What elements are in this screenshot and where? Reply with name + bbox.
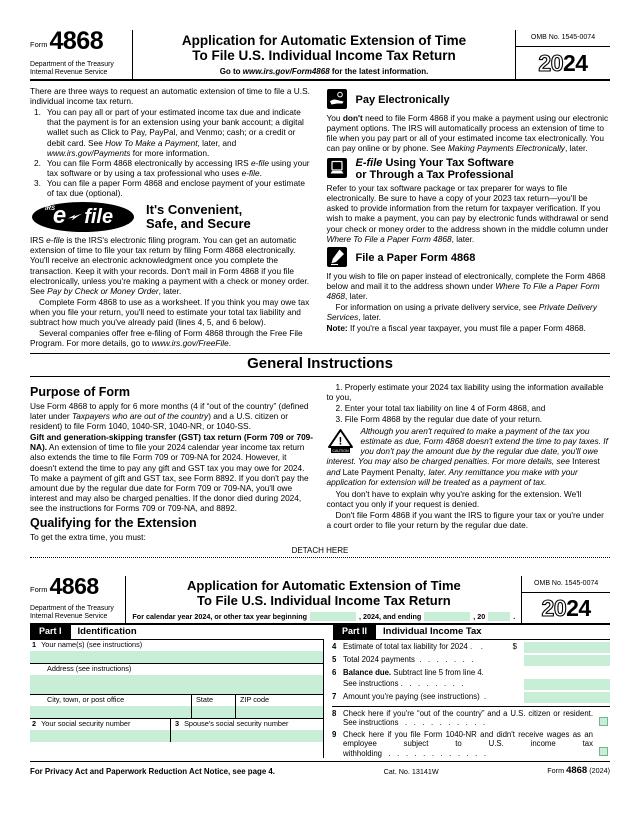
- part2-bar: [333, 625, 610, 640]
- efile-software-body: Refer to your tax software package or tax preparer for ways to file electronically. Be sure to have a copy of your 2023 tax return—you'll be asked to provide information from the return for taxpayer verification. If you wish to make a payment, you can pay by electronic funds withdrawal or send your check or money order to the address shown in the middle column under Where To File a Paper Form 4868, later.: [326, 183, 609, 244]
- efile-software-title-line1: E-file Using Your Tax Software: [355, 156, 514, 169]
- form-title-line2: To File U.S. Individual Income Tax Return: [196, 592, 451, 608]
- footer-form-year: (2024): [589, 766, 610, 776]
- calendar-mid1-text: , 2024, and ending: [358, 611, 422, 621]
- your-ssn-column: [30, 719, 170, 742]
- tax-year-ending-year-input[interactable]: [488, 612, 510, 621]
- form-header-top: [30, 27, 610, 81]
- qualify-step-1: 1. Properly estimate your 2024 tax liability using the information available to you,: [326, 381, 604, 402]
- agency-line-2: Internal Revenue Service: [30, 68, 108, 76]
- tax-year: [516, 47, 610, 79]
- calendar-mid2-text: , 20: [473, 611, 486, 621]
- purpose-of-form-body: Use Form 4868 to apply for 6 more months (4 if “out of the country” (defined later under Taxpayers who are out of the country) and a U.S. citizen or resident) to file Form 1040, 1040-SR, 1040-NR, or 1040-SS.: [30, 400, 309, 432]
- pay-electronically-section-header: [327, 89, 611, 111]
- paper-form-body-2: For information on using a private delivery service, see Private Delivery Services, later.: [326, 302, 597, 323]
- detach-here-label: DETACH HERE: [291, 546, 349, 556]
- tax-liability-input[interactable]: [524, 642, 610, 653]
- form-1040nr-checkbox[interactable]: [599, 747, 608, 756]
- line7-label: Amount you're paying (see instructions) .: [343, 691, 487, 701]
- calendar-pre-text: For calendar year 2024, or other tax year beginning: [132, 611, 307, 621]
- efile-software-title: [356, 157, 514, 182]
- part1-bar: [30, 625, 324, 640]
- caution-block: [327, 426, 611, 487]
- form-number: 4868: [49, 27, 104, 55]
- efile-banner: [32, 202, 314, 232]
- form-number: 4868: [49, 573, 99, 600]
- line-number: 8: [332, 708, 337, 718]
- city-label-row: [30, 695, 191, 706]
- line4-label: Estimate of total tax liability for 2024 . .: [343, 642, 483, 652]
- line-number: 3: [175, 718, 180, 728]
- form-title-line1: Application for Automatic Extension of Time: [181, 33, 467, 48]
- spouse-ssn-column: [170, 719, 323, 742]
- form-title-line1: Application for Automatic Extension of Time: [186, 578, 461, 594]
- agency-line-1: Department of the Treasury: [30, 60, 114, 68]
- line-number: 5: [332, 655, 337, 665]
- svg-text:!: !: [338, 435, 342, 448]
- ssn-row: [30, 718, 323, 742]
- line-number: 1: [32, 640, 37, 650]
- catalog-number: Cat. No. 13141W: [383, 767, 439, 777]
- line-number: 2: [32, 718, 37, 728]
- line6-label: [343, 668, 610, 678]
- address-label: Address (see instructions): [47, 664, 132, 674]
- line6-row: [332, 666, 610, 678]
- paper-form-section-header: [327, 247, 611, 269]
- caution-body: Although you aren't required to make a payment of the tax you estimate as due, Form 4868 doesn't extend the time to pay taxes. If you don't pay the amount due by the regular due date, you'll owe interest. You may also be charged penalties. For more details, see Interest and Late Payment Penalty, later. Any remittance you make with your application for extension will be treated as a payment of tax.: [326, 426, 608, 487]
- state-label-row: [192, 695, 235, 706]
- line9-label: Check here if you file Form 1040-NR and didn't receive wages as an employee subject to U.S. income tax withholding . . . . . . . . . . . .: [343, 729, 593, 758]
- list-item: [34, 178, 314, 198]
- spouse-ssn-label-row: [171, 719, 323, 730]
- part-bar-gap: [324, 625, 333, 640]
- line8-label: Check here if you're “out of the country” and a U.S. citizen or resident. See instructions . . . . . . . . . .: [343, 708, 593, 728]
- irs-efile-logo-icon: [32, 202, 134, 232]
- your-ssn-label: Your social security number: [41, 718, 131, 728]
- line6-rest: Subtract line 5 from line 4.: [391, 668, 484, 678]
- detach-dotted-line: [30, 557, 610, 558]
- out-of-country-checkbox[interactable]: [599, 717, 608, 726]
- paper-form-note: Note: If you're a fiscal year taxpayer, you must file a paper Form 4868.: [326, 323, 586, 334]
- list-number: 3.: [34, 177, 41, 188]
- line6-see-instructions: See instructions . . . . . . . .: [343, 678, 464, 688]
- laptop-icon: [327, 158, 347, 180]
- caution-icon: [327, 428, 354, 455]
- form-title-2: [132, 579, 515, 608]
- city-input[interactable]: [30, 706, 191, 718]
- efile-heading-line2: Safe, and Secure: [146, 216, 251, 232]
- calendar-year-line: [132, 612, 515, 623]
- qualify-step-3: 3. File Form 4868 by the regular due date of your return.: [335, 414, 543, 424]
- gi-paragraph-2: You don't have to explain why you're asking for the extension. We'll contact you only if your request is denied.: [326, 488, 582, 509]
- dollar-sign: $: [512, 642, 517, 652]
- line4-row: [332, 640, 610, 653]
- tax-year-outline: 20: [538, 49, 563, 76]
- form-number-block: [30, 27, 132, 79]
- qualify-step-2: 2. Enter your total tax liability on line 4 of Form 4868, and: [335, 402, 546, 413]
- general-instructions-heading: General Instructions: [30, 354, 610, 376]
- zip-label-row: [236, 695, 323, 706]
- city-column: [30, 695, 191, 718]
- general-instructions-columns: [30, 382, 610, 544]
- tax-year-bold: 24: [566, 595, 591, 622]
- form-footer-id: [547, 765, 610, 777]
- tax-year-beginning-input[interactable]: [310, 612, 356, 621]
- spouse-ssn-label: Spouse's social security number: [184, 718, 289, 728]
- list-text: You can file a paper Form 4868 and enclose payment of your estimate of tax due (optional).: [47, 177, 305, 199]
- tax-year-bold: 24: [563, 49, 588, 76]
- address-input[interactable]: [30, 675, 323, 694]
- list-item: [34, 158, 314, 178]
- gi-right-column: [327, 382, 611, 544]
- form-word: Form: [30, 584, 48, 594]
- efile-software-section-header: [327, 157, 611, 182]
- line7-row: [332, 690, 610, 707]
- your-ssn-label-row: [30, 719, 170, 730]
- form-title-line2: To File U.S. Individual Income Tax Return: [192, 48, 456, 64]
- zip-label: ZIP code: [240, 695, 270, 705]
- agency-line-1: Department of the Treasury: [30, 605, 114, 613]
- line6-row2: [332, 679, 610, 690]
- gi-left-column: [30, 382, 314, 544]
- line-number: 4: [332, 642, 337, 652]
- part2-section: [324, 640, 610, 758]
- list-number: 1.: [34, 107, 41, 118]
- form-title-block: [132, 30, 516, 79]
- city-label: City, town, or post office: [47, 695, 125, 705]
- footer-form-number: 4868: [566, 765, 588, 777]
- efile-logo-file-text: file: [84, 206, 114, 229]
- part1-label: Part I: [30, 625, 71, 639]
- paper-form-body-1: If you wish to file on paper instead of electronically, complete the Form 4868 below and mail it to the address shown under Where To File a Paper Form 4868, later.: [326, 270, 606, 302]
- omb-number: OMB No. 1545-0074: [516, 30, 610, 47]
- qualifying-body: To get the extra time, you must:: [30, 532, 146, 543]
- privacy-act-notice: For Privacy Act and Paperwork Reduction Act Notice, see page 4.: [30, 767, 275, 777]
- your-ssn-input[interactable]: [30, 730, 170, 742]
- tax-year-outline: 20: [541, 595, 567, 622]
- part1-section: [30, 640, 324, 758]
- line8-row: [332, 707, 610, 728]
- gi-paragraph-3: Don't file Form 4868 if you want the IRS to figure your tax or you're under a court order to file your return by the regular due date.: [326, 509, 604, 531]
- form-title-block-2: [125, 576, 522, 623]
- calendar-end-text: .: [513, 611, 516, 621]
- efile-logo-arrow: [68, 213, 82, 221]
- address-label-row: [30, 663, 323, 675]
- state-label: State: [196, 695, 214, 705]
- name-input[interactable]: [30, 651, 323, 663]
- state-column: [191, 695, 235, 718]
- purpose-of-form-heading: Purpose of Form: [30, 384, 131, 399]
- form-title: [182, 33, 466, 63]
- efile-paragraph-3: Several companies offer free e-filing of Form 4868 through the Free File Program. For more details, go to www.irs.gov/FreeFile.: [30, 328, 303, 349]
- footer-form-word: Form: [547, 766, 565, 776]
- line9-row: [332, 728, 610, 759]
- intro-left-column: [30, 86, 314, 349]
- omb-year-block-2: [522, 576, 610, 623]
- paper-form-title: File a Paper Form 4868: [355, 251, 476, 264]
- pay-electronically-title: Pay Electronically: [355, 93, 450, 106]
- line5-label: Total 2024 payments . . . . . . .: [343, 655, 474, 665]
- efile-paragraph-2: Complete Form 4868 to use as a worksheet. If you think you may owe tax when you file your return, you'll need to estimate your total tax liability and subtract how much you've already paid (lines 4, 5, and 6 below).: [30, 296, 310, 328]
- form-number-block-2: [30, 573, 125, 623]
- part-bars: [30, 625, 610, 640]
- city-state-zip-row: [30, 694, 323, 718]
- spouse-ssn-input[interactable]: [171, 730, 323, 742]
- efile-heading: [146, 203, 251, 232]
- part1-title: Identification: [77, 626, 137, 638]
- total-payments-input[interactable]: [524, 655, 610, 666]
- zip-column: [235, 695, 323, 718]
- efile-logo-irs-text: IRS: [45, 206, 56, 213]
- intro-columns: [30, 86, 610, 349]
- efile-heading-line1: It's Convenient,: [146, 201, 243, 217]
- gift-gst-body: Gift and generation-skipping transfer (GST) tax return (Form 709 or 709-NA). An extension of time to file your 2024 calendar year income tax return also extends the time to file Form 709 or 709-NA for 2024. However, it doesn't extend the time to pay any gift and GST tax you may owe for 2024. To make a payment of gift and GST tax, see Form 8892. If you don't pay the amount due by the regular due date for Form 709 or 709-NA, you'll owe interest and may also be charged penalties. If the donor died during 2024, see the instructions for Forms 709 or 709-NA, and 8892.: [30, 432, 314, 514]
- omb-number: OMB No. 1545-0074: [522, 576, 610, 593]
- line-number: 9: [332, 729, 337, 739]
- omb-year-block: [516, 30, 610, 79]
- goto-line: Go to www.irs.gov/Form4868 for the latest information.: [219, 67, 429, 77]
- efile-software-title-line2: or Through a Tax Professional: [355, 168, 514, 181]
- line-number: 7: [332, 691, 337, 701]
- intro-lead: There are three ways to request an automatic extension of time to file a U.S. individual income tax return.: [30, 85, 310, 107]
- name-label: Your name(s) (see instructions): [41, 640, 143, 650]
- agency-block: [30, 61, 128, 77]
- efile-paragraph-1: IRS e-file is the IRS's electronic filing program. You can get an automatic extension of time to file your tax return by filing Form 4868 electronically. You'll receive an electronic acknowledgment once you complete the transaction. Keep it with your records. Don't mail in Form 4868 if you file electronically, unless you're making a payment with a check or money order. See Pay by Check or Money Order, later.: [30, 235, 310, 296]
- list-number: 2.: [34, 157, 41, 168]
- efile-logo-e-text: e: [52, 202, 67, 230]
- pay-electronically-icon: [327, 89, 347, 111]
- intro-right-column: [327, 86, 611, 349]
- line-number: 6: [332, 668, 337, 678]
- line5-row: [332, 653, 610, 666]
- list-text: You can file Form 4868 electronically by accessing IRS e-file using your tax software or by using a tax professional who uses e-file.: [47, 157, 310, 178]
- list-text: You can pay all or part of your estimated income tax due and indicate that the payment is for an extension using your bank account; a digital wallet such as Click to Pay, PayPal, and Venmo; cash; or a credit or debit card. See How To Make a Payment, later, and www.irs.gov/Payments for more information.: [47, 107, 304, 158]
- agency-block-2: [30, 605, 121, 621]
- form-footer: [30, 762, 610, 777]
- state-input[interactable]: [192, 706, 235, 718]
- name-label-row: [30, 640, 323, 651]
- zip-input[interactable]: [236, 706, 323, 718]
- form-body: [30, 640, 610, 758]
- line6-bold: Balance due.: [343, 668, 392, 678]
- tax-year: [522, 593, 610, 624]
- pencil-icon: [327, 247, 347, 269]
- qualifying-heading: Qualifying for the Extension: [30, 516, 197, 531]
- form-word: Form: [30, 40, 48, 50]
- form-header-bottom: [30, 573, 610, 625]
- list-item: [34, 107, 314, 158]
- balance-due-input[interactable]: [524, 679, 610, 690]
- pay-electronically-body: You don't need to file Form 4868 if you make a payment using our electronic payment options. The IRS will automatically process an extension of time to file when you pay part or all of your estimated income tax electronically. You can pay online or by phone. See Making Payments Electronically, later.: [326, 113, 609, 154]
- part2-title: Individual Income Tax: [383, 626, 482, 638]
- part2-label: Part II: [333, 625, 376, 639]
- amount-paying-input[interactable]: [524, 692, 610, 703]
- agency-line-2: Internal Revenue Service: [30, 613, 108, 621]
- tax-year-ending-input[interactable]: [424, 612, 470, 621]
- svg-text:CAUTION: CAUTION: [331, 449, 349, 454]
